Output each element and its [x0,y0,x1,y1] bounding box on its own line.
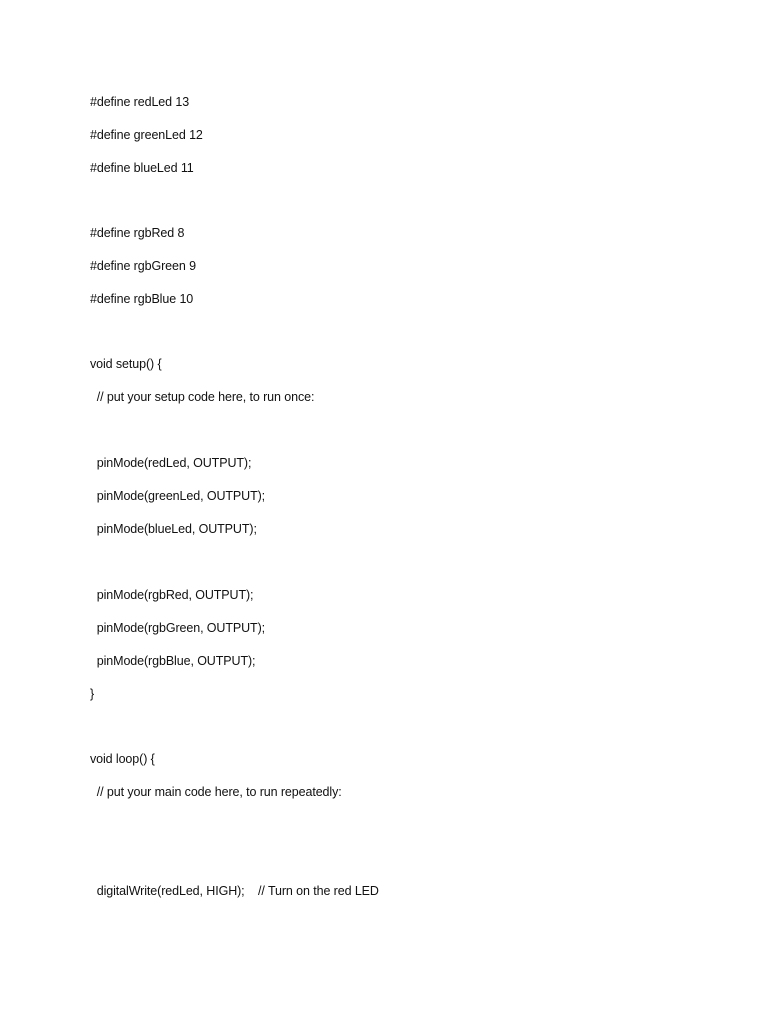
code-line: } [90,687,95,701]
code-line: #define rgbBlue 10 [90,292,194,306]
code-line: #define blueLed 11 [90,161,194,175]
code-line: #define redLed 13 [90,95,190,109]
code-line: pinMode(rgbGreen, OUTPUT); [90,621,266,635]
code-line: void loop() { [90,752,155,766]
code-line: #define rgbRed 8 [90,226,185,240]
code-line: pinMode(blueLed, OUTPUT); [90,522,257,536]
code-line: #define rgbGreen 9 [90,259,196,273]
code-comment: // put your main code here, to run repeatedly: [90,785,342,799]
code-line: pinMode(rgbBlue, OUTPUT); [90,654,256,668]
code-line: void setup() { [90,357,162,371]
code-line: digitalWrite(redLed, HIGH); // Turn on the red LED [90,884,379,898]
code-line: pinMode(rgbRed, OUTPUT); [90,588,254,602]
code-comment: // put your setup code here, to run once: [90,390,315,404]
code-line: #define greenLed 12 [90,128,203,142]
code-line: pinMode(redLed, OUTPUT); [90,456,252,470]
code-line: pinMode(greenLed, OUTPUT); [90,489,266,503]
